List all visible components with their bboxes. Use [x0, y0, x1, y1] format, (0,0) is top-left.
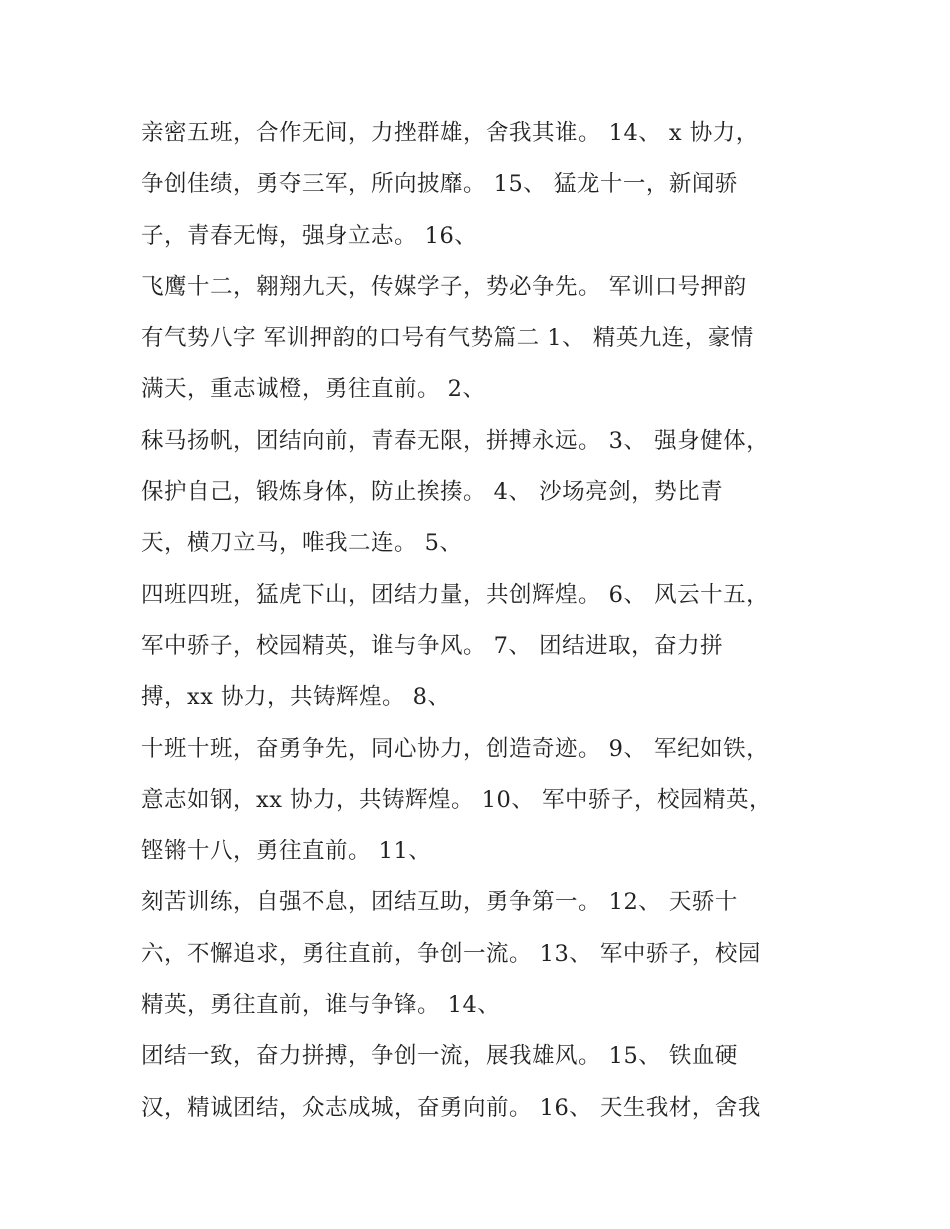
text-line-2: 争创佳绩，勇夺三军，所向披靡。 15、 猛龙十一，新闻骄 — [141, 171, 738, 198]
text-line-10: 四班四班，猛虎下山，团结力量，共创辉煌。 6、 风云十五， — [141, 581, 770, 608]
text-line-17: 六，不懈追求，勇往直前，争创一流。 13、 军中骄子，校园 — [141, 940, 761, 967]
text-line-18: 精英，勇往直前，谁与争锋。 14、 — [141, 992, 501, 1019]
text-line-5: 有气势八字 军训押韵的口号有气势篇二 1、 精英九连，豪情 — [141, 325, 754, 352]
text-line-19: 团结一致，奋力拼搏，争创一流，展我雄风。 15、 铁血硬 — [141, 1043, 738, 1070]
text-line-4: 飞鹰十二，翱翔九天，传媒学子，势必争先。 军训口号押韵 — [141, 273, 747, 300]
text-line-1: 亲密五班，合作无间，力挫群雄，舍我其谁。 14、 x 协力， — [141, 120, 759, 146]
text-line-14: 意志如钢，xx 协力，共铸辉煌。 10、 军中骄子，校园精英， — [141, 786, 772, 813]
text-line-9: 天，横刀立马，唯我二连。 5、 — [141, 530, 463, 557]
text-line-13: 十班十班，奋勇争先，同心协力，创造奇迹。 9、 军纪如铁， — [141, 735, 770, 762]
text-line-7: 秣马扬帆，团结向前，青春无限，拼搏永远。 3、 强身健体， — [141, 427, 770, 454]
text-line-11: 军中骄子，校园精英，谁与争风。 7、 团结进取，奋力拼 — [141, 632, 724, 659]
text-line-12: 搏，xx 协力，共铸辉煌。 8、 — [141, 684, 451, 711]
text-line-3: 子，青春无悔，强身立志。 16、 — [141, 222, 478, 249]
text-line-6: 满天，重志诚橙，勇往直前。 2、 — [141, 376, 486, 403]
text-line-8: 保护自己，锻炼身体，防止挨揍。 4、 沙场亮剑，势比青 — [141, 479, 724, 506]
body-text — [141, 108, 821, 1134]
text-line-16: 刻苦训练，自强不息，团结互助，勇争第一。 12、 天骄十 — [141, 889, 738, 916]
text-line-20: 汉，精诚团结，众志成城，奋勇向前。 16、 天生我材，舍我 — [141, 1094, 761, 1121]
text-line-15: 铿锵十八，勇往直前。 11、 — [141, 838, 432, 865]
